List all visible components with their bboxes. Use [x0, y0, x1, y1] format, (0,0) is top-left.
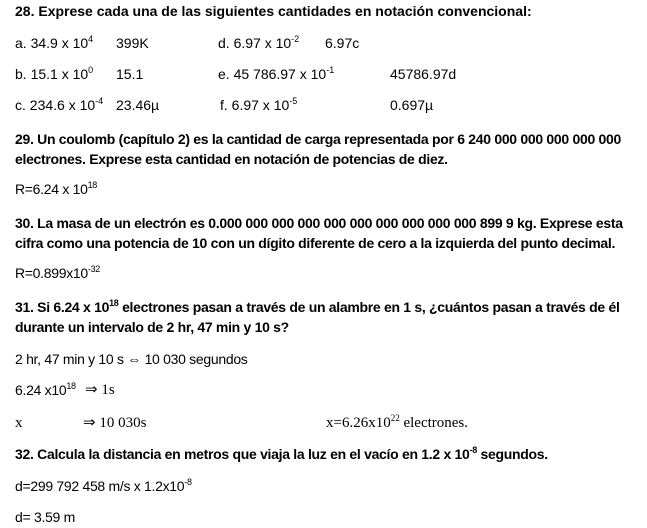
question-30-title-line1: 30. La masa de un electrón es 0.000 000 000 000 000 000 000 000 000 000 899 9 kg. Exprese esta — [15, 215, 623, 231]
item-d-expression — [218, 34, 299, 52]
answer-base: R=6.24 x 10 — [15, 181, 88, 197]
rule-row1-left — [15, 381, 76, 399]
item-a-answer: 399K — [116, 35, 149, 51]
title-post: segundos. — [476, 446, 548, 462]
item-c-exp: -4 — [95, 96, 104, 106]
item-c-answer: 23.46µ — [116, 97, 160, 113]
item-b-answer: 15.1 — [116, 66, 144, 82]
question-31-result — [326, 414, 468, 432]
question-31-title-line2: durante un intervalo de 2 hr, 47 min y 10 s? — [15, 319, 289, 335]
answer-exp: 18 — [87, 180, 98, 190]
rule-row1-exp: 18 — [66, 381, 76, 391]
item-f-answer: 0.697µ — [390, 97, 434, 113]
item-a-exp: 4 — [88, 34, 94, 44]
answer-exp: -32 — [87, 264, 101, 274]
question-32-title — [15, 445, 548, 463]
answer-base: R=0.899x10 — [15, 265, 88, 281]
question-30-title-line2: cifra como una potencia de 10 con un dígito diferente de cero a la izquierda del punto decimal. — [15, 235, 616, 251]
result-exp: 22 — [390, 413, 400, 423]
title-exp: 18 — [109, 298, 119, 308]
item-b-base: b. 15.1 x 10 — [15, 66, 89, 82]
rule-row2-left: x — [15, 415, 23, 431]
question-31-title-line1 — [15, 298, 620, 316]
rule-row1-right: ⇒ 1s — [85, 382, 115, 398]
item-f-expression — [220, 96, 297, 114]
item-b-expression — [15, 65, 93, 83]
item-a-base: a. 34.9 x 10 — [15, 35, 89, 51]
item-d-exp: -2 — [291, 34, 300, 44]
rule-row2-right: ⇒ 10 030s — [83, 415, 147, 431]
question-31-conversion: 2 hr, 47 min y 10 s ⇔ 10 030 segundos — [15, 351, 248, 367]
item-d-answer: 6.97c — [325, 35, 360, 51]
question-32-formula — [15, 477, 192, 495]
result-base: x=6.26x10 — [326, 415, 391, 431]
item-b-exp: 0 — [88, 65, 94, 75]
item-a-expression — [15, 34, 93, 52]
item-e-exp: -1 — [326, 65, 335, 75]
question-29-title-line2: electrones. Exprese esta cantidad en notación de potencias de diez. — [15, 151, 448, 167]
formula-exp: -8 — [184, 477, 192, 487]
item-d-base: d. 6.97 x 10 — [218, 35, 292, 51]
item-f-base: f. 6.97 x 10 — [220, 97, 290, 113]
formula-base: d=299 792 458 m/s x 1.2x10 — [15, 478, 185, 494]
item-f-exp: -5 — [289, 96, 298, 106]
rule-row1-base: 6.24 x10 — [15, 382, 67, 398]
question-29-title-line1: 29. Un coulomb (capítulo 2) es la cantidad de carga representada por 6 240 000 000 000 000 000 — [15, 131, 621, 147]
item-e-answer: 45786.97d — [390, 66, 457, 82]
title-pre: 31. Si 6.24 x 10 — [15, 299, 110, 315]
question-30-answer — [15, 264, 100, 282]
result-post: electrones. — [399, 415, 469, 431]
item-e-base: e. 45 786.97 x 10 — [218, 66, 327, 82]
item-e-expression — [218, 65, 334, 83]
question-28-title: 28. Exprese cada una de las siguientes cantidades en notación convencional: — [15, 3, 532, 19]
title-pre: 32. Calcula la distancia en metros que viaja la luz en el vacío en 1.2 x 10 — [15, 446, 470, 462]
question-29-answer — [15, 180, 97, 198]
item-c-base: c. 234.6 x 10 — [15, 97, 96, 113]
title-post: electrones pasan a través de un alambre en 1 s, ¿cuántos pasan a través de él — [118, 299, 620, 315]
question-32-answer: d= 3.59 m — [15, 509, 75, 525]
title-exp: -8 — [469, 445, 477, 455]
item-c-expression — [15, 96, 103, 114]
